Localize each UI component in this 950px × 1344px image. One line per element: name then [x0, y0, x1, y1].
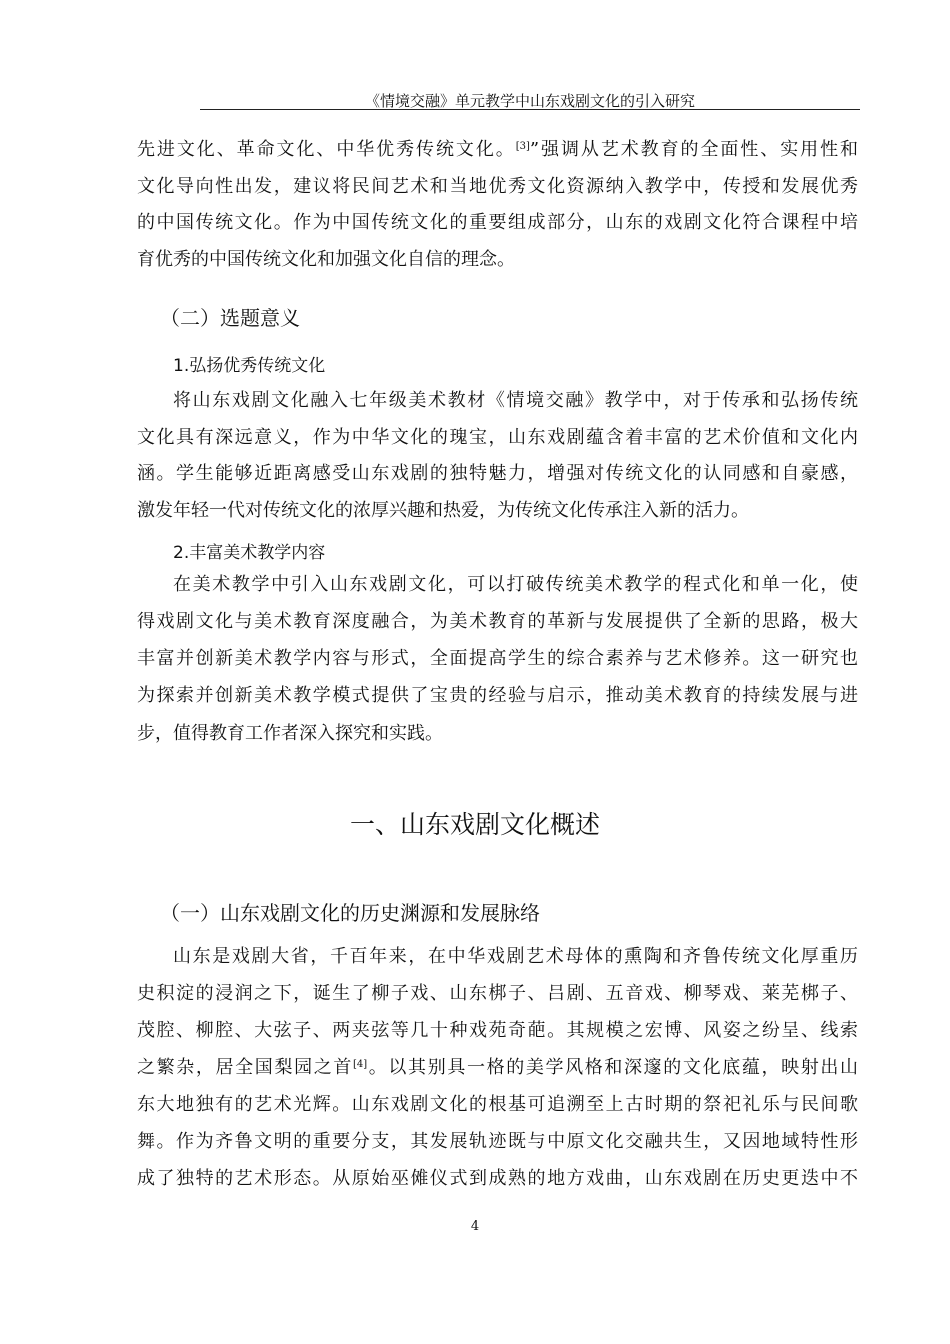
text-line — [137, 1057, 858, 1079]
text-line: 丰富并创新美术教学内容与形式，全面提高学生的综合素养与艺术修养。这一研究也 — [137, 648, 858, 669]
chapter-heading: 一、山东戏剧文化概述 — [349, 810, 600, 839]
text-line: 成了独特的艺术形态。从原始巫傩仪式到成熟的地方戏曲，山东戏剧在历史更迭中不 — [137, 1168, 858, 1189]
text-fragment: 之繁杂，居全国梨园之首 — [137, 1057, 353, 1078]
text-line: 史积淀的浸润之下，诞生了柳子戏、山东梆子、吕剧、五音戏、柳琴戏、莱芜梆子、 — [137, 983, 858, 1004]
citation-ref: [4] — [352, 1059, 368, 1070]
text-line: 在美术教学中引入山东戏剧文化，可以打破传统美术教学的程式化和单一化，使 — [173, 574, 858, 595]
text-line: 舞。作为齐鲁文明的重要分支，其发展轨迹既与中原文化交融共生，又因地域特性形 — [137, 1131, 858, 1152]
text-line: 将山东戏剧文化融入七年级美术教材《情境交融》教学中，对于传承和弘扬传统 — [173, 390, 858, 411]
text-line: 的中国传统文化。作为中国传统文化的重要组成部分，山东的戏剧文化符合课程中培 — [137, 212, 858, 233]
subsection-heading: 2.丰富美术教学内容 — [173, 543, 326, 563]
text-fragment: 先进文化、革命文化、中华优秀传统文化。 — [137, 139, 516, 160]
text-line: 激发年轻一代对传统文化的浓厚兴趣和热爱，为传统文化传承注入新的活力。 — [137, 500, 749, 521]
text-line: 山东是戏剧大省，千百年来，在中华戏剧艺术母体的熏陶和齐鲁传统文化厚重历 — [173, 946, 858, 967]
text-line: 为探索并创新美术教学模式提供了宝贵的经验与启示，推动美术教育的持续发展与进 — [137, 685, 858, 706]
section-heading: （二）选题意义 — [160, 306, 300, 330]
page-number: 4 — [470, 1219, 480, 1234]
running-header: 《情境交融》单元教学中山东戏剧文化的引入研究 — [364, 92, 695, 110]
text-line: 育优秀的中国传统文化和加强文化自信的理念。 — [137, 249, 515, 270]
citation-ref: [3] — [515, 141, 530, 152]
section-heading: （一）山东戏剧文化的历史渊源和发展脉络 — [160, 901, 540, 925]
text-line: 茂腔、柳腔、大弦子、两夹弦等几十种戏苑奇葩。其规模之宏博、风姿之纷呈、线索 — [137, 1020, 858, 1041]
text-line: 得戏剧文化与美术教育深度融合，为美术教育的革新与发展提供了全新的思路，极大 — [137, 611, 858, 632]
text-line: 涵。学生能够近距离感受山东戏剧的独特魅力，增强对传统文化的认同感和自豪感， — [137, 463, 858, 484]
text-line: 步，值得教育工作者深入探究和实践。 — [137, 723, 443, 744]
text-line: 文化具有深远意义，作为中华文化的瑰宝，山东戏剧蕴含着丰富的艺术价值和文化内 — [137, 427, 858, 448]
text-line — [137, 139, 858, 161]
text-fragment: 。以其别具一格的美学风格和深邃的文化底蕴，映射出山 — [367, 1057, 859, 1078]
subsection-heading: 1.弘扬优秀传统文化 — [173, 356, 326, 376]
header-rule — [200, 109, 860, 110]
text-line: 东大地独有的艺术光辉。山东戏剧文化的根基可追溯至上古时期的祭祀礼乐与民间歌 — [137, 1094, 858, 1115]
text-fragment: ”强调从艺术教育的全面性、实用性和 — [529, 139, 859, 160]
text-line: 文化导向性出发，建议将民间艺术和当地优秀文化资源纳入教学中，传授和发展优秀 — [137, 176, 858, 197]
